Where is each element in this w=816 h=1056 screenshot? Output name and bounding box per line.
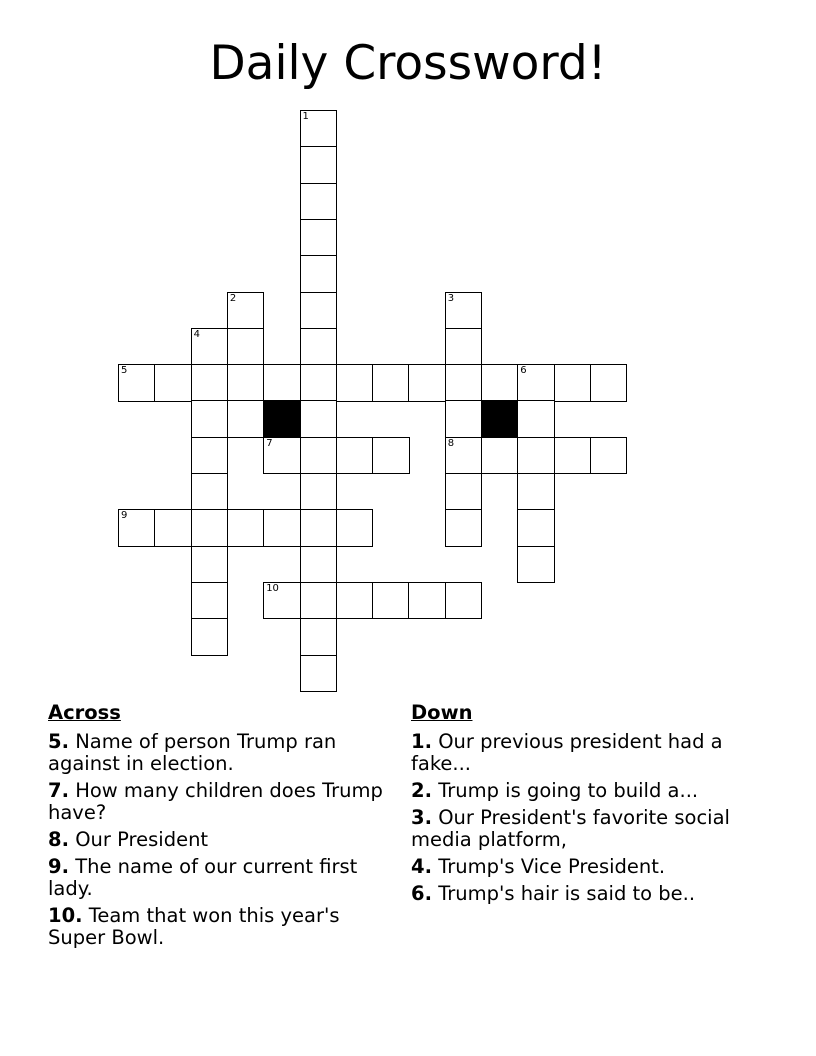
crossword-cell[interactable]: [263, 437, 301, 475]
crossword-cell[interactable]: [554, 437, 592, 475]
crossword-cell[interactable]: [517, 364, 555, 402]
down-clues: [411, 702, 751, 910]
clue-number: 5.: [48, 730, 69, 753]
crossword-cell[interactable]: [300, 183, 338, 221]
crossword-cell[interactable]: [227, 292, 265, 330]
clue-number-label: 6: [520, 365, 527, 377]
clue-number: 7.: [48, 779, 69, 802]
clue-text: Trump's hair is said to be..: [438, 882, 696, 905]
crossword-cell[interactable]: [154, 364, 192, 402]
crossword-cell[interactable]: [554, 364, 592, 402]
clue-number: 10.: [48, 904, 83, 927]
crossword-cell[interactable]: [227, 509, 265, 547]
clue-item: [48, 731, 388, 775]
across-heading: Across: [48, 701, 121, 724]
crossword-cell[interactable]: [263, 582, 301, 620]
clue-number-label: 8: [447, 437, 455, 449]
crossword-cell[interactable]: [191, 618, 229, 656]
clue-number-label: 4: [193, 328, 200, 340]
crossword-cell[interactable]: [517, 473, 555, 511]
crossword-cell[interactable]: [191, 473, 229, 511]
clue-number: 9.: [48, 855, 69, 878]
clue-number-label: 7: [266, 437, 273, 449]
crossword-cell[interactable]: [300, 655, 338, 693]
crossword-cell[interactable]: [300, 509, 338, 547]
clue-number: 4.: [411, 855, 432, 878]
crossword-cell[interactable]: [263, 509, 301, 547]
crossword-cell[interactable]: [481, 364, 519, 402]
clue-item: [411, 807, 751, 851]
crossword-cell[interactable]: [445, 292, 483, 330]
crossword-cell[interactable]: [517, 546, 555, 584]
crossword-cell[interactable]: [408, 364, 446, 402]
blocked-cell: [481, 400, 519, 438]
crossword-cell[interactable]: [445, 473, 483, 511]
crossword-cell[interactable]: [336, 509, 374, 547]
crossword-cell[interactable]: [517, 400, 555, 438]
crossword-cell[interactable]: [300, 255, 338, 293]
crossword-cell[interactable]: [227, 328, 265, 366]
crossword-cell[interactable]: [191, 400, 229, 438]
down-heading: Down: [411, 701, 473, 724]
crossword-cell[interactable]: [118, 509, 156, 547]
crossword-cell[interactable]: [191, 437, 229, 475]
clue-list: [411, 731, 751, 905]
crossword-cell[interactable]: [408, 582, 446, 620]
crossword-cell[interactable]: [300, 292, 338, 330]
clue-number-label: 10: [266, 582, 279, 594]
clue-number-label: 1: [302, 111, 309, 122]
crossword-cell[interactable]: [191, 582, 229, 620]
clue-text: Trump is going to build a...: [438, 779, 699, 802]
crossword-cell[interactable]: [336, 582, 374, 620]
crossword-cell[interactable]: [336, 437, 374, 475]
clue-list: [48, 731, 388, 949]
clue-text: Team that won this year's Super Bowl.: [48, 904, 340, 949]
crossword-cell[interactable]: [372, 582, 410, 620]
crossword-cell[interactable]: [263, 364, 301, 402]
clue-number: 3.: [411, 806, 432, 829]
crossword-cell[interactable]: [517, 509, 555, 547]
crossword-cell[interactable]: [445, 364, 483, 402]
crossword-cell[interactable]: [227, 364, 265, 402]
crossword-cell[interactable]: [300, 437, 338, 475]
crossword-cell[interactable]: [445, 437, 483, 475]
crossword-cell[interactable]: [445, 328, 483, 366]
crossword-cell[interactable]: [300, 582, 338, 620]
clue-text: Our President's favorite social media platform,: [411, 806, 730, 851]
crossword-cell[interactable]: [445, 582, 483, 620]
crossword-cell[interactable]: [336, 364, 374, 402]
crossword-cell[interactable]: [118, 364, 156, 402]
crossword-cell[interactable]: [300, 473, 338, 511]
clue-text: How many children does Trump have?: [48, 779, 383, 824]
crossword-cell[interactable]: [445, 400, 483, 438]
crossword-cell[interactable]: [590, 364, 628, 402]
crossword-cell[interactable]: [590, 437, 628, 475]
clue-item: [411, 780, 751, 802]
clue-text: Name of person Trump ran against in election.: [48, 730, 337, 775]
crossword-cell[interactable]: [300, 110, 338, 148]
crossword-cell[interactable]: [372, 364, 410, 402]
clue-item: [48, 856, 388, 900]
crossword-cell[interactable]: [300, 364, 338, 402]
clue-item: [411, 883, 751, 905]
clue-number: 6.: [411, 882, 432, 905]
clue-text: Our previous president had a fake...: [411, 730, 723, 775]
clue-number: 1.: [411, 730, 432, 753]
crossword-cell[interactable]: [191, 328, 229, 366]
clue-number-label: 9: [121, 510, 128, 522]
crossword-cell[interactable]: [445, 509, 483, 547]
crossword-cell[interactable]: [191, 364, 229, 402]
clue-text: Trump's Vice President.: [438, 855, 666, 878]
crossword-cell[interactable]: [300, 219, 338, 257]
clue-number-label: 5: [121, 365, 128, 377]
crossword-cell[interactable]: [300, 400, 338, 438]
crossword-cell[interactable]: [481, 437, 519, 475]
crossword-cell[interactable]: [191, 546, 229, 584]
clue-item: [48, 829, 388, 851]
crossword-cell[interactable]: [372, 437, 410, 475]
clue-text: The name of our current first lady.: [48, 855, 358, 900]
clue-item: [48, 905, 388, 949]
clue-item: [48, 780, 388, 824]
clue-number-label: 2: [229, 292, 237, 304]
clue-number-label: 3: [447, 292, 455, 304]
clue-text: Our President: [75, 828, 209, 851]
across-clues: [48, 702, 388, 954]
blocked-cell: [263, 400, 301, 438]
clue-item: [411, 731, 751, 775]
crossword-cell[interactable]: [154, 509, 192, 547]
crossword-cell[interactable]: [227, 400, 265, 438]
clue-item: [411, 856, 751, 878]
crossword-cell[interactable]: [300, 618, 338, 656]
page-title: Daily Crossword!: [209, 36, 607, 91]
clue-number: 2.: [411, 779, 432, 802]
clue-number: 8.: [48, 828, 69, 851]
crossword-cell[interactable]: [300, 328, 338, 366]
crossword-cell[interactable]: [517, 437, 555, 475]
crossword-cell[interactable]: [300, 546, 338, 584]
crossword-cell[interactable]: [300, 146, 338, 184]
crossword-cell[interactable]: [191, 509, 229, 547]
